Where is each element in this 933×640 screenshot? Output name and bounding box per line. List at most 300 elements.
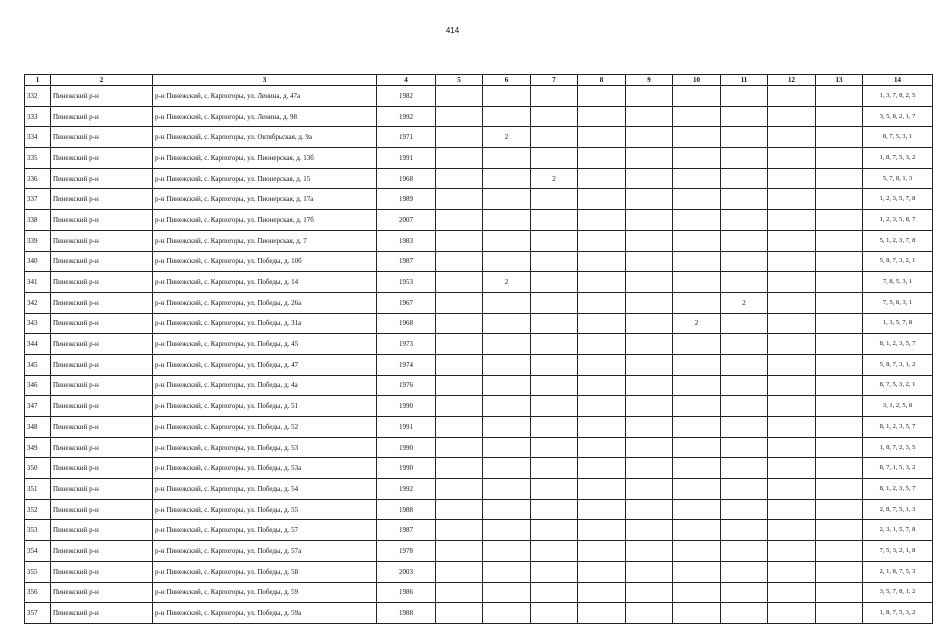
row-number-cell: 354 — [25, 541, 51, 562]
row-number-cell: 351 — [25, 479, 51, 500]
column-header-5: 5 — [436, 75, 483, 86]
value-cell-col-7 — [531, 396, 578, 417]
value-cell-col-10 — [673, 417, 721, 438]
address-cell: р-н Пинежский, с. Карпогоры, ул. Победы, д. 4а — [153, 375, 377, 396]
value-cell-col-7 — [531, 541, 578, 562]
value-cell-col-13 — [816, 603, 863, 624]
codes-cell: 8, 7, 1, 5, 3, 2 — [863, 458, 933, 479]
column-header-1: 1 — [25, 75, 51, 86]
value-cell-col-8 — [578, 292, 626, 313]
codes-cell: 8, 1, 2, 3, 5, 7 — [863, 479, 933, 500]
value-cell-col-7 — [531, 292, 578, 313]
row-number-cell: 348 — [25, 417, 51, 438]
value-cell-col-10 — [673, 396, 721, 417]
value-cell-col-6 — [483, 458, 531, 479]
value-cell-col-11 — [721, 541, 768, 562]
district-cell: Пинежский р-н — [51, 603, 153, 624]
address-cell: р-н Пинежский, с. Карпогоры, ул. Пионерская, д. 13б — [153, 148, 377, 169]
value-cell-col-12 — [768, 106, 816, 127]
year-cell: 1982 — [377, 86, 436, 107]
value-cell-col-6 — [483, 106, 531, 127]
value-cell-col-13 — [816, 86, 863, 107]
value-cell-col-9 — [626, 499, 673, 520]
address-cell: р-н Пинежский, с. Карпогоры, ул. Победы, д. 59а — [153, 603, 377, 624]
value-cell-col-5 — [436, 251, 483, 272]
table-row — [25, 499, 933, 520]
district-cell: Пинежский р-н — [51, 230, 153, 251]
value-cell-col-7 — [531, 437, 578, 458]
value-cell-col-10 — [673, 106, 721, 127]
value-cell-col-9 — [626, 354, 673, 375]
value-cell-col-12 — [768, 189, 816, 210]
address-cell: р-н Пинежский, с. Карпогоры, ул. Победы, д. 52 — [153, 417, 377, 438]
codes-cell: 8, 1, 2, 3, 5, 7 — [863, 417, 933, 438]
year-cell: 1991 — [377, 417, 436, 438]
year-cell: 2003 — [377, 561, 436, 582]
value-cell-col-7 — [531, 86, 578, 107]
codes-cell: 1, 3, 5, 7, 8 — [863, 313, 933, 334]
district-cell: Пинежский р-н — [51, 479, 153, 500]
value-cell-col-8 — [578, 499, 626, 520]
value-cell-col-13 — [816, 499, 863, 520]
table-body — [25, 86, 933, 624]
value-cell-col-9 — [626, 189, 673, 210]
value-cell-col-13 — [816, 313, 863, 334]
value-cell-col-11 — [721, 458, 768, 479]
value-cell-col-7 — [531, 189, 578, 210]
row-number-cell: 342 — [25, 292, 51, 313]
value-cell-col-5 — [436, 272, 483, 293]
value-cell-col-11 — [721, 561, 768, 582]
value-cell-col-13 — [816, 272, 863, 293]
value-cell-col-5 — [436, 86, 483, 107]
address-cell: р-н Пинежский, с. Карпогоры, ул. Ленина, д. 98 — [153, 106, 377, 127]
year-cell: 1974 — [377, 354, 436, 375]
value-cell-col-9 — [626, 541, 673, 562]
value-cell-col-9 — [626, 168, 673, 189]
codes-cell: 8, 7, 5, 3, 2, 1 — [863, 375, 933, 396]
codes-cell: 3, 5, 8, 2, 1, 7 — [863, 106, 933, 127]
value-cell-col-8 — [578, 520, 626, 541]
value-cell-col-13 — [816, 520, 863, 541]
value-cell-col-11 — [721, 479, 768, 500]
value-cell-col-10 — [673, 189, 721, 210]
year-cell: 1953 — [377, 272, 436, 293]
table-row — [25, 417, 933, 438]
value-cell-col-8 — [578, 251, 626, 272]
value-cell-col-11 — [721, 251, 768, 272]
value-cell-col-8 — [578, 189, 626, 210]
value-cell-col-6 — [483, 479, 531, 500]
district-cell: Пинежский р-н — [51, 86, 153, 107]
address-cell: р-н Пинежский, с. Карпогоры, ул. Пионерская, д. 15 — [153, 168, 377, 189]
value-cell-col-7 — [531, 230, 578, 251]
value-cell-col-6 — [483, 541, 531, 562]
value-cell-col-11 — [721, 313, 768, 334]
value-cell-col-10 — [673, 499, 721, 520]
value-cell-col-13 — [816, 354, 863, 375]
value-cell-col-5 — [436, 458, 483, 479]
value-cell-col-12 — [768, 603, 816, 624]
value-cell-col-10 — [673, 520, 721, 541]
value-cell-col-10 — [673, 437, 721, 458]
codes-cell: 1, 8, 7, 5, 3, 2 — [863, 148, 933, 169]
year-cell: 2007 — [377, 210, 436, 231]
value-cell-col-12 — [768, 499, 816, 520]
value-cell-col-5 — [436, 210, 483, 231]
value-cell-col-10 — [673, 354, 721, 375]
table-row — [25, 396, 933, 417]
year-cell: 1967 — [377, 292, 436, 313]
value-cell-col-8 — [578, 230, 626, 251]
value-cell-col-6 — [483, 354, 531, 375]
district-cell: Пинежский р-н — [51, 334, 153, 355]
year-cell: 1989 — [377, 189, 436, 210]
value-cell-col-5 — [436, 375, 483, 396]
value-cell-col-12 — [768, 582, 816, 603]
table-row — [25, 189, 933, 210]
value-cell-col-12 — [768, 148, 816, 169]
value-cell-col-13 — [816, 168, 863, 189]
value-cell-col-6 — [483, 189, 531, 210]
value-cell-col-11 — [721, 210, 768, 231]
value-cell-col-13 — [816, 375, 863, 396]
address-cell: р-н Пинежский, с. Карпогоры, ул. Победы, д. 57 — [153, 520, 377, 541]
row-number-cell: 339 — [25, 230, 51, 251]
value-cell-col-11 — [721, 106, 768, 127]
district-cell: Пинежский р-н — [51, 417, 153, 438]
value-cell-col-7 — [531, 148, 578, 169]
value-cell-col-9 — [626, 520, 673, 541]
value-cell-col-8 — [578, 148, 626, 169]
value-cell-col-5 — [436, 561, 483, 582]
value-cell-col-8 — [578, 417, 626, 438]
value-cell-col-10 — [673, 458, 721, 479]
value-cell-col-9 — [626, 334, 673, 355]
row-number-cell: 344 — [25, 334, 51, 355]
value-cell-col-9 — [626, 292, 673, 313]
value-cell-col-9 — [626, 272, 673, 293]
value-cell-col-6 — [483, 396, 531, 417]
district-cell: Пинежский р-н — [51, 272, 153, 293]
address-cell: р-н Пинежский, с. Карпогоры, ул. Победы, д. 51 — [153, 396, 377, 417]
row-number-cell: 356 — [25, 582, 51, 603]
value-cell-col-11 — [721, 375, 768, 396]
codes-cell: 5, 8, 7, 3, 2, 1 — [863, 251, 933, 272]
value-cell-col-12 — [768, 479, 816, 500]
value-cell-col-7 — [531, 499, 578, 520]
value-cell-col-11 — [721, 437, 768, 458]
table-row — [25, 86, 933, 107]
district-cell: Пинежский р-н — [51, 106, 153, 127]
value-cell-col-12 — [768, 230, 816, 251]
value-cell-col-13 — [816, 251, 863, 272]
value-cell-col-13 — [816, 396, 863, 417]
value-cell-col-9 — [626, 127, 673, 148]
row-number-cell: 336 — [25, 168, 51, 189]
value-cell-col-12 — [768, 313, 816, 334]
value-cell-col-9 — [626, 86, 673, 107]
table-row — [25, 106, 933, 127]
value-cell-col-5 — [436, 520, 483, 541]
value-cell-col-12 — [768, 292, 816, 313]
value-cell-col-6 — [483, 582, 531, 603]
value-cell-col-9 — [626, 603, 673, 624]
value-cell-col-12 — [768, 334, 816, 355]
value-cell-col-6 — [483, 499, 531, 520]
value-cell-col-7 — [531, 417, 578, 438]
district-cell: Пинежский р-н — [51, 189, 153, 210]
value-cell-col-13 — [816, 479, 863, 500]
codes-cell: 5, 1, 2, 3, 7, 8 — [863, 230, 933, 251]
table-row — [25, 561, 933, 582]
value-cell-col-13 — [816, 417, 863, 438]
district-cell: Пинежский р-н — [51, 148, 153, 169]
value-cell-col-5 — [436, 541, 483, 562]
value-cell-col-7 — [531, 106, 578, 127]
table-row — [25, 375, 933, 396]
row-number-cell: 349 — [25, 437, 51, 458]
value-cell-col-6 — [483, 417, 531, 438]
value-cell-col-9 — [626, 561, 673, 582]
row-number-cell: 350 — [25, 458, 51, 479]
district-cell: Пинежский р-н — [51, 499, 153, 520]
value-cell-col-7 — [531, 127, 578, 148]
address-cell: р-н Пинежский, с. Карпогоры, ул. Победы, д. 31а — [153, 313, 377, 334]
value-cell-col-8 — [578, 396, 626, 417]
value-cell-col-11 — [721, 603, 768, 624]
value-cell-col-10 — [673, 168, 721, 189]
value-cell-col-7 — [531, 334, 578, 355]
value-cell-col-11 — [721, 86, 768, 107]
codes-cell: 5, 7, 8, 1, 3 — [863, 168, 933, 189]
value-cell-col-9 — [626, 230, 673, 251]
table-header — [25, 75, 933, 86]
value-cell-col-11 — [721, 396, 768, 417]
value-cell-col-9 — [626, 458, 673, 479]
address-cell: р-н Пинежский, с. Карпогоры, ул. Пионерская, д. 17а — [153, 189, 377, 210]
value-cell-col-13 — [816, 541, 863, 562]
value-cell-col-5 — [436, 106, 483, 127]
value-cell-col-10 — [673, 541, 721, 562]
value-cell-col-7 — [531, 458, 578, 479]
district-cell: Пинежский р-н — [51, 127, 153, 148]
value-cell-col-10 — [673, 479, 721, 500]
value-cell-col-5 — [436, 437, 483, 458]
table-row — [25, 479, 933, 500]
column-header-3: 3 — [153, 75, 377, 86]
value-cell-col-5 — [436, 230, 483, 251]
table-row — [25, 354, 933, 375]
value-cell-col-5 — [436, 354, 483, 375]
table-row — [25, 603, 933, 624]
row-number-cell: 338 — [25, 210, 51, 231]
address-cell: р-н Пинежский, с. Карпогоры, ул. Победы, д. 58 — [153, 561, 377, 582]
value-cell-col-12 — [768, 520, 816, 541]
value-cell-col-10 — [673, 86, 721, 107]
value-cell-col-13 — [816, 189, 863, 210]
district-cell: Пинежский р-н — [51, 437, 153, 458]
year-cell: 1992 — [377, 479, 436, 500]
year-cell: 1978 — [377, 541, 436, 562]
codes-cell: 7, 8, 5, 3, 1 — [863, 272, 933, 293]
row-number-cell: 352 — [25, 499, 51, 520]
codes-cell: 3, 1, 2, 5, 8 — [863, 396, 933, 417]
value-cell-col-11: 2 — [721, 292, 768, 313]
codes-cell: 5, 8, 7, 3, 1, 2 — [863, 354, 933, 375]
value-cell-col-5 — [436, 168, 483, 189]
address-cell: р-н Пинежский, с. Карпогоры, ул. Победы, д. 57а — [153, 541, 377, 562]
value-cell-col-6 — [483, 148, 531, 169]
value-cell-col-11 — [721, 272, 768, 293]
table-row — [25, 520, 933, 541]
value-cell-col-6 — [483, 292, 531, 313]
value-cell-col-11 — [721, 334, 768, 355]
row-number-cell: 334 — [25, 127, 51, 148]
value-cell-col-7 — [531, 251, 578, 272]
value-cell-col-6 — [483, 603, 531, 624]
value-cell-col-8 — [578, 561, 626, 582]
codes-cell: 2, 3, 1, 5, 7, 8 — [863, 520, 933, 541]
value-cell-col-9 — [626, 479, 673, 500]
value-cell-col-8 — [578, 272, 626, 293]
column-header-6: 6 — [483, 75, 531, 86]
district-cell: Пинежский р-н — [51, 168, 153, 189]
year-cell: 1987 — [377, 251, 436, 272]
address-cell: р-н Пинежский, с. Карпогоры, ул. Пионерская, д. 17б — [153, 210, 377, 231]
district-cell: Пинежский р-н — [51, 582, 153, 603]
year-cell: 1990 — [377, 458, 436, 479]
table-row — [25, 210, 933, 231]
value-cell-col-6 — [483, 230, 531, 251]
value-cell-col-6 — [483, 561, 531, 582]
column-header-7: 7 — [531, 75, 578, 86]
value-cell-col-8 — [578, 541, 626, 562]
district-cell: Пинежский р-н — [51, 396, 153, 417]
address-cell: р-н Пинежский, с. Карпогоры, ул. Победы, д. 47 — [153, 354, 377, 375]
address-cell: р-н Пинежский, с. Карпогоры, ул. Октябрьская, д. 9а — [153, 127, 377, 148]
district-cell: Пинежский р-н — [51, 210, 153, 231]
value-cell-col-8 — [578, 479, 626, 500]
value-cell-col-8 — [578, 86, 626, 107]
year-cell: 1987 — [377, 520, 436, 541]
district-cell: Пинежский р-н — [51, 541, 153, 562]
value-cell-col-11 — [721, 127, 768, 148]
value-cell-col-7: 2 — [531, 168, 578, 189]
row-number-cell: 343 — [25, 313, 51, 334]
value-cell-col-10 — [673, 603, 721, 624]
value-cell-col-9 — [626, 437, 673, 458]
column-header-11: 11 — [721, 75, 768, 86]
value-cell-col-9 — [626, 417, 673, 438]
value-cell-col-6 — [483, 168, 531, 189]
value-cell-col-13 — [816, 334, 863, 355]
value-cell-col-7 — [531, 582, 578, 603]
value-cell-col-12 — [768, 561, 816, 582]
value-cell-col-12 — [768, 375, 816, 396]
value-cell-col-8 — [578, 458, 626, 479]
value-cell-col-5 — [436, 189, 483, 210]
address-cell: р-н Пинежский, с. Карпогоры, ул. Ленина, д. 47а — [153, 86, 377, 107]
value-cell-col-7 — [531, 561, 578, 582]
table-row — [25, 148, 933, 169]
page-number: 414 — [445, 26, 460, 35]
address-cell: р-н Пинежский, с. Карпогоры, ул. Победы, д. 14 — [153, 272, 377, 293]
value-cell-col-11 — [721, 499, 768, 520]
row-number-cell: 340 — [25, 251, 51, 272]
value-cell-col-10 — [673, 272, 721, 293]
codes-cell: 1, 3, 7, 8, 2, 5 — [863, 86, 933, 107]
value-cell-col-6: 2 — [483, 127, 531, 148]
value-cell-col-6 — [483, 437, 531, 458]
value-cell-col-9 — [626, 210, 673, 231]
row-number-cell: 335 — [25, 148, 51, 169]
value-cell-col-8 — [578, 375, 626, 396]
value-cell-col-7 — [531, 313, 578, 334]
value-cell-col-11 — [721, 417, 768, 438]
table-row — [25, 458, 933, 479]
district-cell: Пинежский р-н — [51, 313, 153, 334]
codes-cell: 1, 8, 7, 2, 3, 5 — [863, 437, 933, 458]
district-cell: Пинежский р-н — [51, 251, 153, 272]
value-cell-col-13 — [816, 230, 863, 251]
year-cell: 1991 — [377, 148, 436, 169]
address-cell: р-н Пинежский, с. Карпогоры, ул. Победы, д. 54 — [153, 479, 377, 500]
table-row — [25, 251, 933, 272]
value-cell-col-12 — [768, 417, 816, 438]
value-cell-col-6 — [483, 251, 531, 272]
year-cell: 1988 — [377, 603, 436, 624]
header-row — [25, 75, 933, 86]
codes-cell: 8, 1, 2, 3, 5, 7 — [863, 334, 933, 355]
row-number-cell: 357 — [25, 603, 51, 624]
column-header-13: 13 — [816, 75, 863, 86]
value-cell-col-8 — [578, 437, 626, 458]
value-cell-col-11 — [721, 189, 768, 210]
codes-cell: 3, 5, 7, 8, 1, 2 — [863, 582, 933, 603]
year-cell: 1973 — [377, 334, 436, 355]
row-number-cell: 332 — [25, 86, 51, 107]
codes-cell: 1, 2, 3, 5, 8, 7 — [863, 210, 933, 231]
value-cell-col-10 — [673, 561, 721, 582]
value-cell-col-10 — [673, 292, 721, 313]
value-cell-col-8 — [578, 313, 626, 334]
value-cell-col-9 — [626, 148, 673, 169]
value-cell-col-13 — [816, 458, 863, 479]
table-row — [25, 582, 933, 603]
value-cell-col-10 — [673, 334, 721, 355]
value-cell-col-8 — [578, 210, 626, 231]
value-cell-col-13 — [816, 127, 863, 148]
value-cell-col-12 — [768, 86, 816, 107]
value-cell-col-8 — [578, 127, 626, 148]
value-cell-col-11 — [721, 168, 768, 189]
value-cell-col-10 — [673, 230, 721, 251]
table-row — [25, 272, 933, 293]
address-cell: р-н Пинежский, с. Карпогоры, ул. Победы, д. 59 — [153, 582, 377, 603]
value-cell-col-5 — [436, 479, 483, 500]
district-cell: Пинежский р-н — [51, 354, 153, 375]
table-row — [25, 541, 933, 562]
value-cell-col-7 — [531, 603, 578, 624]
codes-cell: 8, 7, 5, 3, 1 — [863, 127, 933, 148]
value-cell-col-12 — [768, 272, 816, 293]
district-cell: Пинежский р-н — [51, 375, 153, 396]
value-cell-col-13 — [816, 148, 863, 169]
year-cell: 1968 — [377, 313, 436, 334]
codes-cell: 7, 5, 8, 3, 1 — [863, 292, 933, 313]
value-cell-col-5 — [436, 148, 483, 169]
